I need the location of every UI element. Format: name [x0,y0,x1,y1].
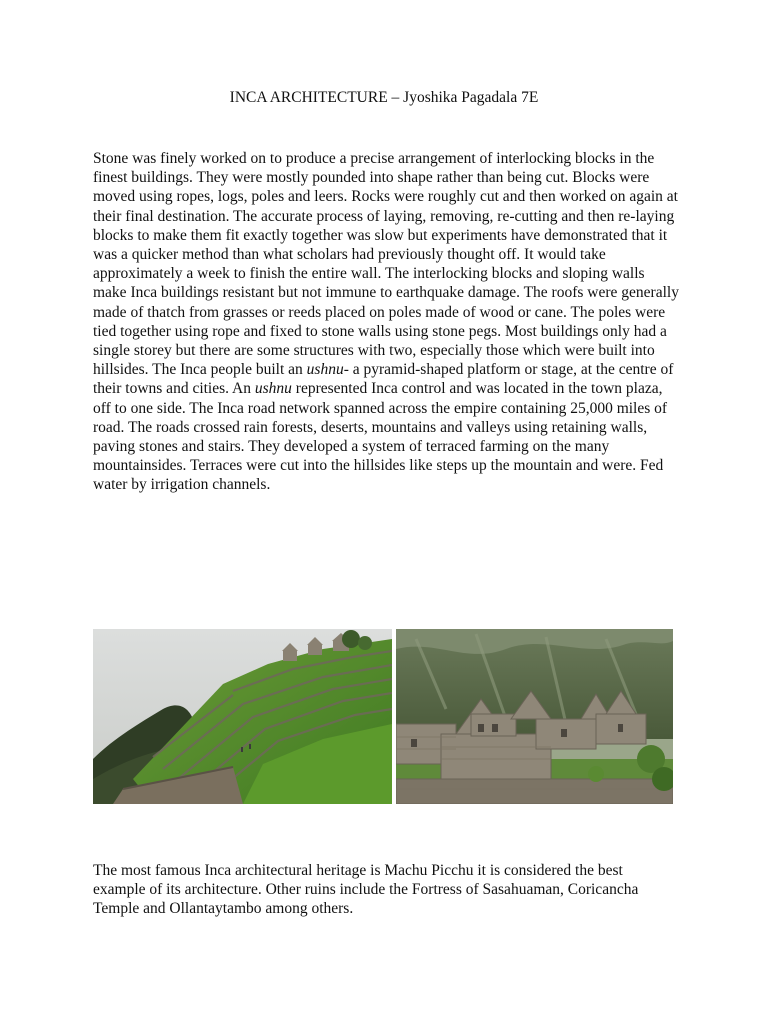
italic-term: ushnu [254,380,292,398]
paragraph-machu-picchu: The most famous Inca architectural heritage is Machu Picchu it is considered the best example of its architecture. Other ruins include the Fortress of Sasahuaman, Coricancha Temple and Ollantaytambo among others. [93,862,639,918]
paragraph-text: represented Inca control and was located in the town plaza, off to one side. The Inca road network spanned across the empire containing 25,000 miles of road. The roads crossed rain forests, deserts, mountains and valleys using retaining walls, paving stones and stairs. They developed a system of terraced farming on the many mountainsides. Terraces were cut into the hillsides like steps up the mountain and were. Fed water by irrigation channels. [93,380,668,494]
paragraph-text: Stone was finely worked on to produce a precise arrangement of interlocking blocks in the finest buildings. They were mostly pounded into shape rather than being cut. Blocks were moved using ropes, logs, poles and leers. Rocks were roughly cut and then worked on again at their final destination. The accurate process of laying, removing, re-cutting and then re-laying blocks to make them fit exactly together was slow but experiments have demonstrated that it was a quicker method than what scholars had previously thought off. It would take approximately a week to finish the entire wall. The interlocking blocks and sloping walls make Inca buildings resistant but not immune to earthquake damage. The roofs were generally made of thatch from grasses or reeds placed on poles made of wood or cane. The poles were tied together using rope and fixed to stone walls using stone pegs. Most buildings only had a single storey but there are some structures with two, especially those which were built into hillsides. The Inca people built an [93,150,679,379]
paragraph-text: - a pyramid-shaped platform or stage, at the centre of their towns and cities. An [93,361,674,398]
photo-row [93,629,673,804]
document-title: INCA ARCHITECTURE – Jyoshika Pagadala 7E [229,89,539,106]
paragraph-inca-construction [93,149,679,495]
italic-term: ushnu [306,361,344,379]
stone-ruins-photo [396,629,673,804]
terraced-hillside-photo [93,629,392,804]
